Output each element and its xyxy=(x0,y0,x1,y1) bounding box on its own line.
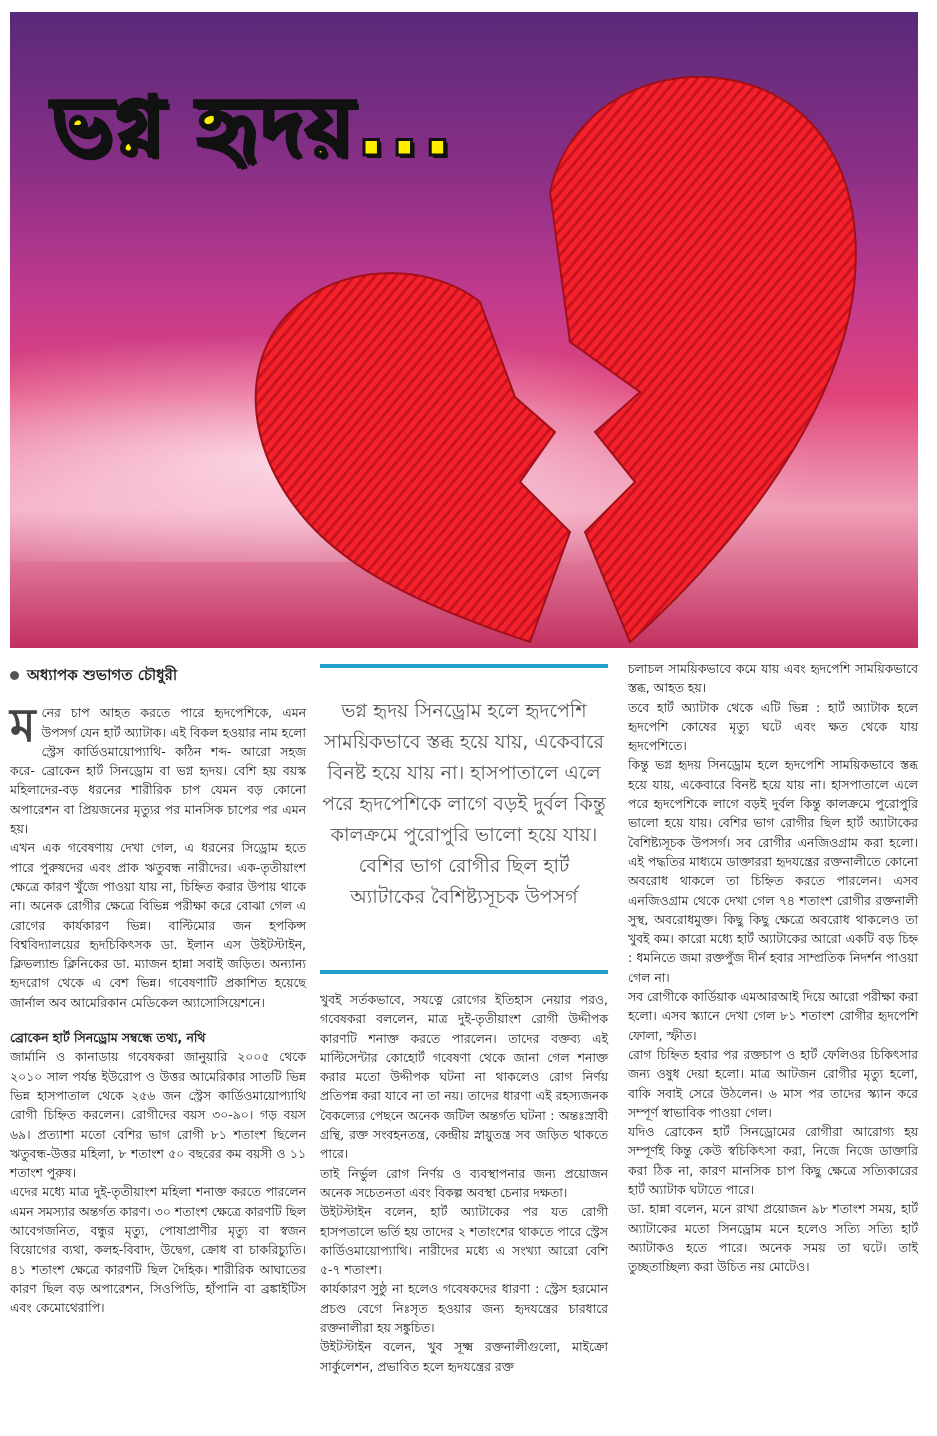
hero-image xyxy=(10,12,918,648)
drop-cap: ম xyxy=(10,698,36,753)
paragraph xyxy=(10,698,306,838)
headline-title: ভগ্ন হৃদয়... xyxy=(52,80,456,175)
pull-quote xyxy=(320,664,608,974)
paragraph: কার্যকারণ সুষ্ঠু না হলেও গবেষকদের ধারণা : স্ট্রেস হরমোন প্রচণ্ড বেগে নিঃসৃত হওয়ার জন্য হৃদযন্ত্রের চারধারে রক্তনালীরা হয় সঙ্কুচিত। xyxy=(320,1281,608,1336)
paragraph: এখন এক গবেষণায় দেখা গেল, এ ধরনের সিড্রোম হতে পারে পুরুষদের এবং প্রাক ঋতুবন্ধ নারীদের। এক-তৃতীয়াংশ ক্ষেত্রে কারণ খুঁজে পাওয়া যায় না, চিহ্নিত করার উপায় থাকে না। অনেক রোগীর ক্ষেত্রে বিভিন্ন পরীক্ষা করে বোঝা গেল এ রোগের কার্যকারণ ভিন্ন। বাল্টিমোর জন হপকিন্স বিশ্ববিদ্যালয়ের হৃদচিকিৎসক ডা. ইলান এস উইটস্টাইন, ক্লিভল্যান্ড ক্লিনিকের ডা. ম্যাজন হান্না সবাই জড়িত। অন্যান্য হৃদরোগ থেকে এ বেশ ভিন্ন। গবেষণাটি প্রকাশিত হয়েছে জার্নাল অব আমেরিকান মেডিকেল অ্যাসোসিয়েশনে। xyxy=(10,840,306,1010)
article-column-1 xyxy=(10,666,306,1318)
paragraph: উইটস্টাইন বলেন, হার্ট অ্যাটাকের পর যত রোগী হাসপতালে ভর্তি হয় তাদের ২ শতাংশের থাকতে পারে স্ট্রেস কার্ডিওমায়োপ্যাথি। নারীদের মধ্যে এ সংখ্যা আরো বেশি ৫-৭ শতাংশ। xyxy=(320,1204,608,1278)
heart-left-half xyxy=(256,273,570,642)
paragraph: ডা. হান্না বলেন, মনে রাখা প্রয়োজন ৯৮ শতাংশ সময়, হার্ট অ্যাটাকের মতো সিনড্রোম মনে হলেও সত্যি সত্যি হার্ট অ্যাটাকও হতে পারে। অনেক সময় তা ঘটে। তাই তুচ্ছতাচ্ছিল্য করা উচিত নয় মোটেও। xyxy=(628,1201,918,1275)
paragraph: উইটস্টাইন বলেন, খুব সূক্ষ্ম রক্তনালীগুলো, মাইক্রো সার্কুলেশন, প্রভাবিত হলে হৃদযন্ত্রের রক্ত xyxy=(320,1339,608,1374)
author-name: অধ্যাপক শুভাগত চৌধুরী xyxy=(27,666,178,684)
paragraph: জার্মানি ও কানাডায় গবেষকরা জানুয়ারি ২০০৫ থেকে ২০১০ সাল পর্যন্ত ইউরোপ ও উত্তর আমেরিকার সাতটি ভিন্ন ভিন্ন হাসপাতাল থেকে ২৫৬ জন স্ট্রেস কার্ডিওমায়োপ্যাথি রোগী চিহ্নিত করলেন। রোগীদের বয়স ৩০-৯০। গড় বয়স ৬৯। প্রত্যাশা মতো বেশির ভাগ রোগী ৮১ শতাংশ ছিলেন ঋতুবন্ধ-উত্তর মহিলা, ৮ শতাংশ ৫০ বছরের কম বয়সী ও ১১ শতাংশ পুরুষ। xyxy=(10,1049,306,1181)
article-column-3 xyxy=(628,659,918,1277)
paragraph: তবে হার্ট অ্যাটাক থেকে এটি ভিন্ন : হার্ট অ্যাটাক হলে হৃদপেশি কোষের মৃত্যু ঘটে এবং ক্ষত থেকে যায় হৃদপেশিতে। xyxy=(628,699,918,754)
paragraph: সব রোগীকে কার্ডিয়াক এমআরআই দিয়ে আরো পরীক্ষা করা হলো। এসব স্ক্যানে দেখা গেল ৮১ শতাংশ রোগীর হৃদপেশি ফোলা, স্ফীত। xyxy=(628,989,919,1043)
article-column-2 xyxy=(320,990,608,1376)
divider xyxy=(320,664,608,668)
paragraph: এদের মধ্যে মাত্র দুই-তৃতীয়াংশ মহিলা শনাক্ত করতে পারলেন এমন সমস্যার অন্তর্গত কারণ। ৩০ শতাংশ ক্ষেত্রে কারণটি ছিল আবেগজনিত, বন্ধুর মৃত্যু, পোষাপ্রাণীর মৃত্যু বা স্বজন বিয়োগের ব্যথা, কলহ-বিবাদ, উদ্বেগ, ক্রোধ বা চাকরিচ্যুতি। ৪১ শতাংশ ক্ষেত্রে কারণটি ছিল দৈহিক। শারীরিক আঘাতের কারণ ছিল বড় অপারেশন, সিওপিডি, হাঁপানি বা ব্রঙ্কাইটিস এবং কেমোথেরাপি। xyxy=(10,1184,306,1316)
paragraph: তাই নির্ভুল রোগ নির্ণয় ও ব্যবস্থাপনার জন্য প্রয়োজন অনেক সচেতনতা এবং বিকল্প অবস্থা চেনার দক্ষতা। xyxy=(320,1165,608,1200)
divider xyxy=(320,970,608,974)
paragraph: যদিও ব্রোকেন হার্ট সিনড্রোমের রোগীরা আরোগ্য হয় সম্পূর্ণই কিন্তু কেউ স্বচিকিৎসা করা, নিজে নিজে ডাক্তারি করা ঠিক না, কারণ মানসিক চাপ কিছু ক্ষেত্রে সত্যিকারের হার্ট অ্যাটাক ঘটাতে পারে। xyxy=(628,1124,918,1198)
bullet-icon xyxy=(10,671,19,680)
byline xyxy=(10,666,306,685)
paragraph-text: নের চাপ আহত করতে পারে হৃদপেশিকে, এমন উপসর্গ যেন হার্ট অ্যাটাক। এই বিকল হওয়ার নাম হলো স্ট্রেস কার্ডিওমায়োপ্যাথি- কঠিন শব্দ- আরো সহজ করে- ব্রোকেন হার্ট সিনড্রোম বা ভগ্ন হৃদয়। বেশি হয় বয়স্ক মহিলাদের-বড় ধরনের শারীরিক চাপ যেমন বড় কোনো অপারেশন বা প্রিয়জনের মৃত্যুর পর মানসিক চাপের পর এমন হয়। xyxy=(10,705,306,837)
heart-right-half xyxy=(550,77,856,642)
paragraph: কিন্তু ভগ্ন হৃদয় সিনড্রোম হলে হৃদপেশি সাময়িকভাবে স্তব্ধ হয়ে যায়, একেবারে বিনষ্ট হয়ে যায় না। হাসপাতালে এলে পরে হৃদপেশিকে লাগে বড়ই দুর্বল কিন্তু কালক্রমে পুরোপুরি ভালো হয়ে যায়। বেশির ভাগ রোগীর ছিল হার্ট অ্যাটাকের বৈশিষ্ট্যসূচক উপসর্গ। সব রোগীর এনজিওগ্রাম করা হলো। এই পদ্ধতির মাধ্যমে ডাক্তাররা হৃদযন্ত্রের রক্তনালীতে কোনো অবরোধ থাকলে তা চিহ্নিত করতে পারলেন। এসব এনজিওগ্রাম থেকে দেখা গেল ৭৪ শতাংশ রোগীর রক্তনালী সুস্থ, অবরোধমুক্ত। কিছু কিছু ক্ষেত্রে অবরোধ থাকলেও তা খুবই কম। কারো মধ্যে হার্ট অ্যাটাকের আরো একটি বড় চিহ্ন : ধমনিতে জমা রক্তপুঁজ দীর্ন হবার সাম্প্রতিক নিদর্শন পাওয়া গেল না। xyxy=(628,757,918,985)
paragraph: খুবই সর্তকভাবে, সযত্নে রোগের ইতিহাস নেয়ার পরও, গবেষকরা বললেন, মাত্র দুই-তৃতীয়াংশ রোগী উদ্দীপক কারণটি শনাক্ত করতে পারলেন। তাদের বক্তব্য এই মাল্টিসেন্টার কোহোর্ট গবেষণা থেকে জানা গেল শনাক্ত করার মতো উদ্দীপক ঘটনা না থাকলেও রোগ নির্ণয় প্রতিপন্ন করা যাবে না তা নয়। তাদের ধারণা এই রহস্যজনক বৈকল্যের পেছনে অনেক জটিল অন্তর্গত ঘটনা : অন্তঃস্রাবী গ্রন্থি, রক্ত সংবহনতন্ত্র, কেন্দ্রীয় স্নায়ুতন্ত্র সব জড়িত থাকতে পারে। xyxy=(320,992,608,1162)
pull-quote-text: ভগ্ন হৃদয় সিনড্রোম হলে হৃদপেশি সাময়িকভাবে স্তব্ধ হয়ে যায়, একেবারে বিনষ্ট হয়ে যায় না। হাসপাতালে এলে পরে হৃদপেশিকে লাগে বড়ই দুর্বল কিন্তু কালক্রমে পুরোপুরি ভালো হয়ে যায়। বেশির ভাগ রোগীর ছিল হার্ট অ্যাটাকের বৈশিষ্ট্যসূচক উপসর্গ xyxy=(322,700,606,908)
section-subheading: ব্রোকেন হার্ট সিনড্রোম সম্বন্ধে তথ্য, নথি xyxy=(10,1030,206,1046)
paragraph: চলাচল সাময়িকভাবে কমে যায় এবং হৃদপেশি সাময়িকভাবে স্তব্ধ, আহত হয়। xyxy=(628,661,918,696)
paragraph: রোগ চিহ্নিত হবার পর রক্তচাপ ও হার্ট ফেলিওর চিকিৎসার জন্য ওষুধ দেয়া হলো। মাত্র আটজন রোগীর মৃত্যু হলো, বাকি সবাই সেরে উঠলেন। ৬ মাস পর তাদের স্ক্যান করে সম্পূর্ণ স্বাভাবিক পাওয়া গেল। xyxy=(628,1046,918,1120)
